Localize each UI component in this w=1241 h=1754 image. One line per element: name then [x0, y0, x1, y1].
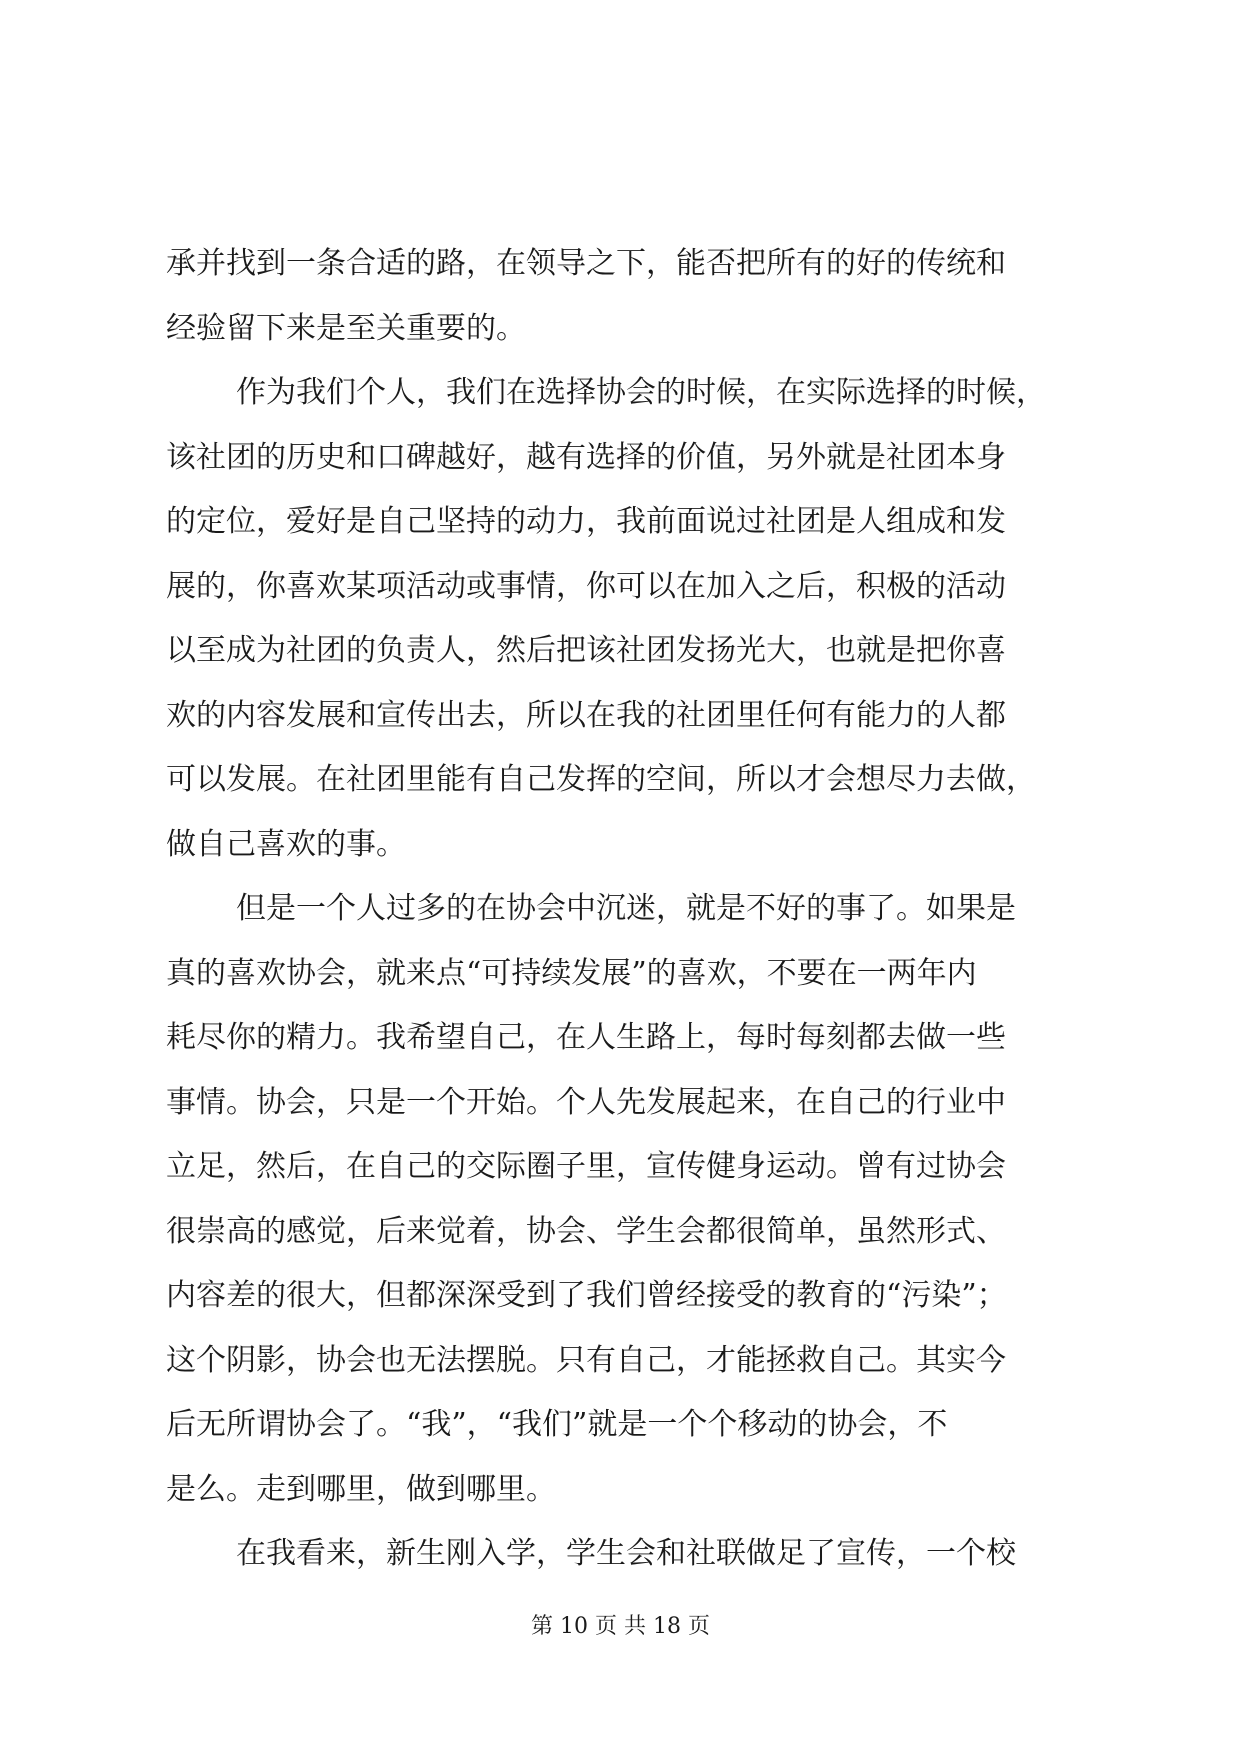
text-line: 立足，然后，在自己的交际圈子里，宣传健身运动。曾有过协会 — [166, 1149, 1006, 1184]
text-line: 后无所谓协会了。“我”，“我们”就是一个个移动的协会，不 — [166, 1407, 948, 1442]
text-line: 的定位，爱好是自己坚持的动力，我前面说过社团是人组成和发 — [166, 504, 1006, 539]
text-line: 展的，你喜欢某项活动或事情，你可以在加入之后，积极的活动 — [166, 568, 1006, 604]
text-line: 但是一个人过多的在协会中沉迷，就是不好的事了。如果是 — [236, 891, 1016, 926]
text-line: 承并找到一条合适的路，在领导之下，能否把所有的好的传统和 — [166, 246, 1006, 281]
text-line: 耗尽你的精力。我希望自己，在人生路上，每时每刻都去做一些 — [166, 1020, 1006, 1055]
text-line: 作为我们个人，我们在选择协会的时候，在实际选择的时候， — [236, 375, 1046, 410]
text-line: 内容差的很大，但都深深受到了我们曾经接受的教育的“污染”； — [166, 1278, 1007, 1313]
page-footer: 第 10 页 共 18 页 — [531, 1614, 710, 1639]
text-line: 这个阴影，协会也无法摆脱。只有自己，才能拯救自己。其实今 — [166, 1342, 1006, 1378]
text-line: 可以发展。在社团里能有自己发挥的空间，所以才会想尽力去做， — [166, 762, 1036, 797]
body-text — [166, 232, 1076, 1587]
text-line: 该社团的历史和口碑越好，越有选择的价值，另外就是社团本身 — [166, 439, 1006, 475]
text-line: 事情。协会，只是一个开始。个人先发展起来，在自己的行业中 — [166, 1084, 1006, 1120]
text-line: 真的喜欢协会，就来点“可持续发展”的喜欢，不要在一两年内 — [166, 955, 977, 991]
text-line: 经验留下来是至关重要的。 — [166, 310, 526, 346]
text-line: 欢的内容发展和宣传出去，所以在我的社团里任何有能力的人都 — [166, 697, 1006, 733]
text-line: 做自己喜欢的事。 — [166, 826, 406, 862]
text-line: 很崇高的感觉，后来觉着，协会、学生会都很简单，虽然形式、 — [166, 1213, 1006, 1249]
text-line: 以至成为社团的负责人，然后把该社团发扬光大，也就是把你喜 — [166, 633, 1006, 668]
text-line: 是么。走到哪里，做到哪里。 — [166, 1471, 556, 1507]
text-line: 在我看来，新生刚入学，学生会和社联做足了宣传，一个校 — [236, 1536, 1016, 1571]
